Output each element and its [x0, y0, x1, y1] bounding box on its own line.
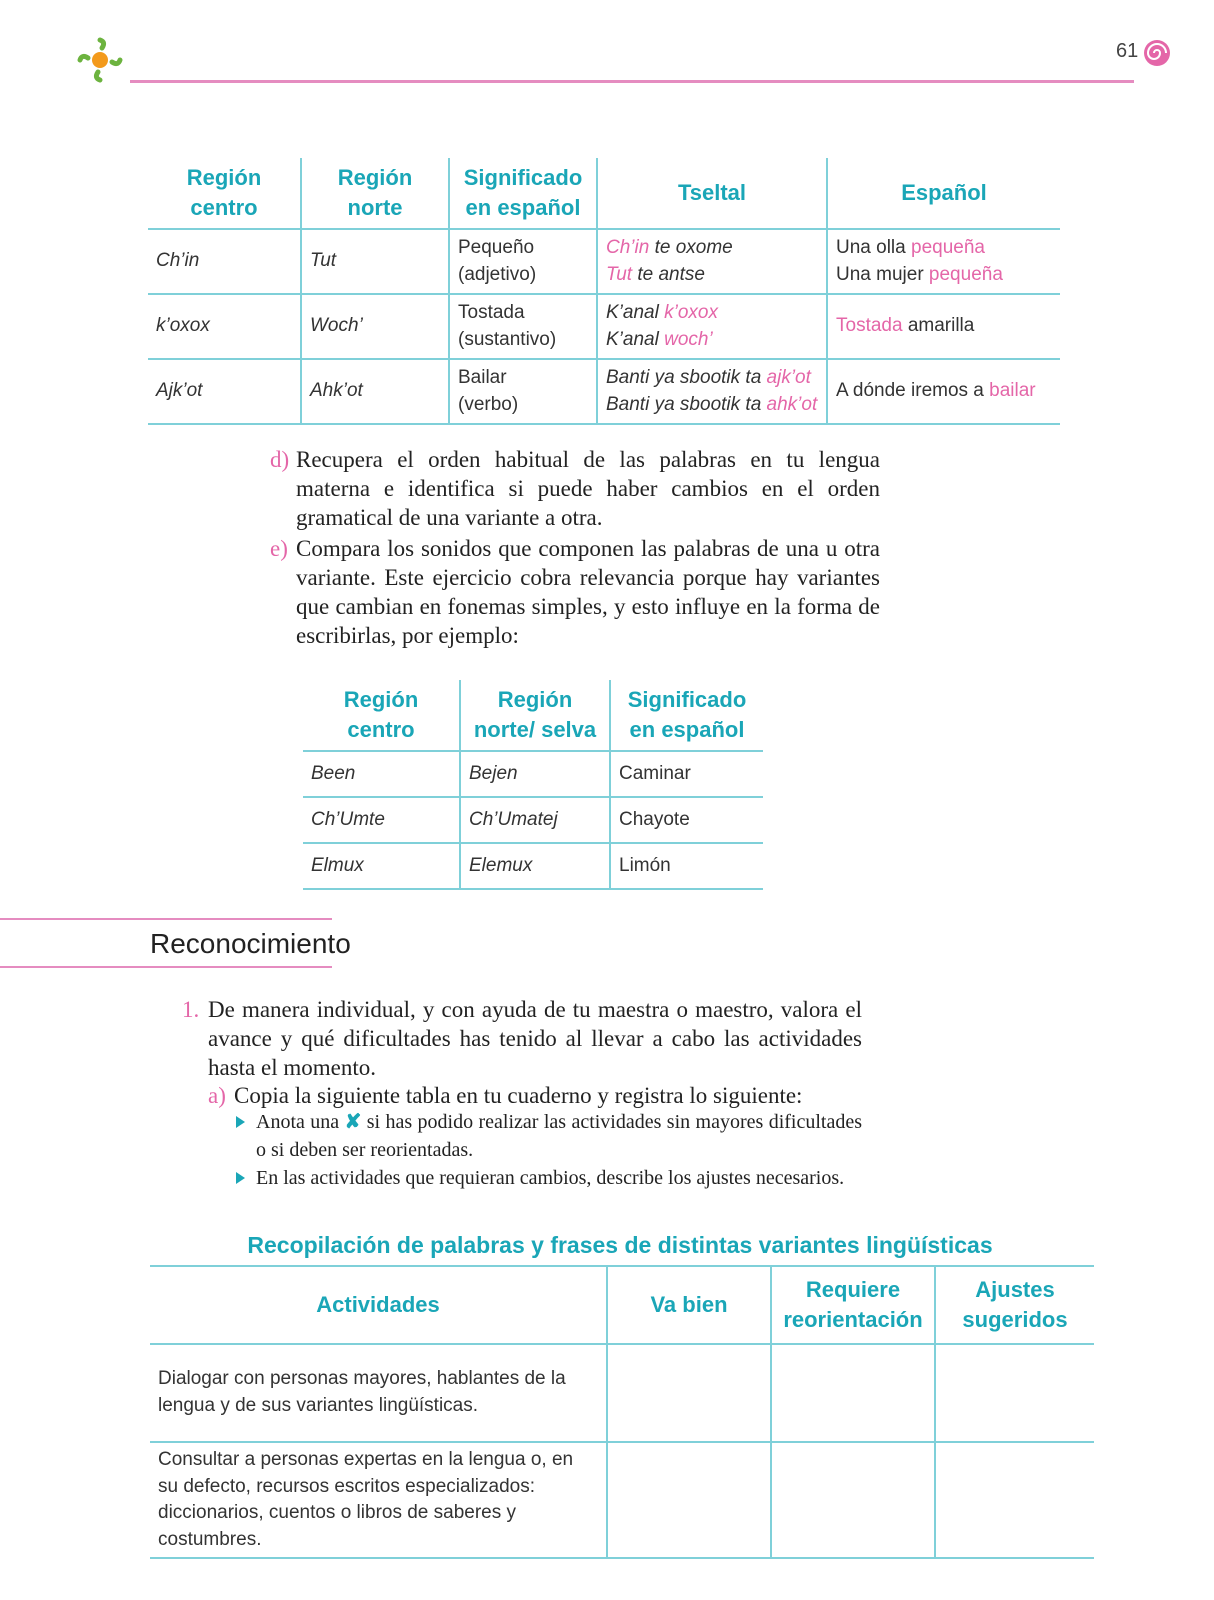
- cell-significado: [449, 294, 597, 359]
- item-text: De manera individual, y con ayuda de tu maestra o maestro, valora el avance y qué dificultades has tenido al llevar a cabo las actividades hasta el momento.: [208, 997, 862, 1080]
- cell-significado: Chayote: [610, 797, 763, 843]
- cell-espanol: [827, 359, 1060, 424]
- cell-text: Una mujer: [836, 263, 929, 285]
- cell-text: Banti ya sbootik ta: [606, 393, 767, 415]
- column-header: Español: [827, 158, 1060, 229]
- cell-empty: [607, 1344, 771, 1442]
- cell-text: amarilla: [902, 315, 975, 337]
- cell-text: K’anal: [606, 328, 665, 350]
- cell-centro: Ch’Umte: [303, 797, 460, 843]
- table-row: [148, 359, 1060, 424]
- instruction-1: [182, 995, 862, 1083]
- cell-text: Banti ya sbootik ta: [606, 366, 767, 388]
- cell-text: te oxome: [649, 236, 733, 258]
- cell-significado: Limón: [610, 843, 763, 889]
- variants-table: [148, 158, 1060, 425]
- bullet-item: [256, 1108, 862, 1164]
- item-label: a): [208, 1083, 226, 1108]
- item-text: Recupera el orden habitual de las palabras en tu lengua materna e identifica si puede haber cambios en el orden gramatical de una variante a otra.: [296, 447, 880, 530]
- column-header: Región norte: [301, 158, 449, 229]
- section-rule-top: [0, 918, 332, 920]
- bullet-arrow-icon: [236, 1172, 245, 1184]
- cell-line: (verbo): [458, 393, 519, 415]
- highlight-word: k’oxox: [664, 301, 718, 323]
- cell-text: A dónde iremos a: [836, 380, 990, 402]
- bullet-arrow-icon: [236, 1116, 245, 1128]
- column-header: Región centro: [148, 158, 301, 229]
- table-header-row: [303, 680, 763, 751]
- highlight-word: Ch’in: [606, 236, 650, 258]
- item-label: 1.: [182, 997, 200, 1022]
- cell-tseltal: [597, 359, 827, 424]
- cell-activity: Consultar a personas expertas en la lengua o, en su defecto, recursos escritos especializados: diccionarios, cuentos o libros de saberes y costumbres.: [150, 1442, 607, 1558]
- cell-centro: Ajk’ot: [148, 359, 301, 424]
- table-header-row: [150, 1266, 1094, 1344]
- cell-norte: Tut: [301, 229, 449, 294]
- cell-norte: Bejen: [460, 751, 610, 797]
- cell-centro: k’oxox: [148, 294, 301, 359]
- cell-text: Una olla: [836, 236, 911, 258]
- highlight-word: pequeña: [928, 263, 1003, 285]
- section-rule-bottom: [0, 966, 332, 968]
- cell-significado: [449, 229, 597, 294]
- x-mark-icon: ✘: [344, 1111, 362, 1133]
- table-header-row: [148, 158, 1060, 229]
- cell-empty: [935, 1344, 1094, 1442]
- table-row: [303, 751, 763, 797]
- cell-activity: Dialogar con personas mayores, hablantes de la lengua y de sus variantes lingüísticas.: [150, 1344, 607, 1442]
- table-row: [303, 843, 763, 889]
- bullet-item: En las actividades que requieran cambios, describe los ajustes necesarios.: [256, 1167, 845, 1189]
- cell-empty: [771, 1442, 935, 1558]
- bullet-text: Anota una: [256, 1111, 345, 1133]
- phoneme-variants-table: [303, 680, 763, 890]
- instruction-a: [208, 1081, 862, 1111]
- cell-tseltal: [597, 294, 827, 359]
- section-title: Reconocimiento: [150, 928, 351, 959]
- cell-significado: [449, 359, 597, 424]
- cell-centro: Been: [303, 751, 460, 797]
- cell-espanol: [827, 294, 1060, 359]
- instruction-e: [270, 534, 880, 652]
- table-row: [148, 229, 1060, 294]
- page-number: 61: [1116, 40, 1139, 62]
- column-header: Significado en español: [449, 158, 597, 229]
- activities-table: [150, 1265, 1094, 1559]
- column-header: Requiere reorientación: [771, 1266, 935, 1344]
- cell-centro: Elmux: [303, 843, 460, 889]
- column-header: Significado en español: [610, 680, 763, 751]
- table-row: [148, 294, 1060, 359]
- cell-norte: Ch’Umatej: [460, 797, 610, 843]
- cell-significado: Caminar: [610, 751, 763, 797]
- cell-centro: Ch’in: [148, 229, 301, 294]
- highlight-word: ajk’ot: [766, 366, 811, 388]
- cell-norte: Woch’: [301, 294, 449, 359]
- table-caption: Recopilación de palabras y frases de distintas variantes lingüísticas: [247, 1232, 993, 1258]
- instruction-d: [270, 445, 880, 533]
- highlight-word: bailar: [989, 380, 1036, 402]
- column-header: Ajustes sugeridos: [935, 1266, 1094, 1344]
- item-label: e): [270, 536, 288, 561]
- highlight-word: ahk’ot: [766, 393, 818, 415]
- cell-text: te antse: [632, 263, 705, 285]
- cell-line: Bailar: [458, 366, 507, 388]
- cell-empty: [607, 1442, 771, 1558]
- highlight-word: pequeña: [911, 236, 985, 258]
- cell-line: Pequeño: [458, 236, 535, 258]
- header-rule: [130, 80, 1134, 83]
- cell-tseltal: [597, 229, 827, 294]
- cell-empty: [771, 1344, 935, 1442]
- cell-text: K’anal: [606, 301, 665, 323]
- column-header: Tseltal: [597, 158, 827, 229]
- cell-line: (adjetivo): [458, 263, 537, 285]
- cell-norte: Elemux: [460, 843, 610, 889]
- table-row: [150, 1442, 1094, 1558]
- item-text: Compara los sonidos que componen las palabras de una u otra variante. Este ejercicio cobra relevancia porque hay variantes que cambian en fonemas simples, y esto influye en la forma de escribirlas, por ejemplo:: [296, 536, 880, 648]
- highlight-word: woch’: [664, 328, 713, 350]
- table-row: [303, 797, 763, 843]
- bullet-text: si has podido realizar las actividades sin mayores dificultades o si deben ser reorientadas.: [256, 1111, 862, 1161]
- cell-empty: [935, 1442, 1094, 1558]
- cell-line: Tostada: [458, 301, 525, 323]
- column-header: Actividades: [150, 1266, 607, 1344]
- book-logo-icon: [74, 34, 126, 86]
- item-text: Copia la siguiente tabla en tu cuaderno y registra lo siguiente:: [234, 1083, 803, 1108]
- cell-norte: Ahk’ot: [301, 359, 449, 424]
- highlight-word: Tostada: [836, 315, 903, 337]
- column-header: Va bien: [607, 1266, 771, 1344]
- item-label: d): [270, 447, 290, 472]
- column-header: Región norte/ selva: [460, 680, 610, 751]
- cell-line: (sustantivo): [458, 328, 557, 350]
- table-row: [150, 1344, 1094, 1442]
- spiral-glyph-icon: [1140, 36, 1174, 70]
- column-header: Región centro: [303, 680, 460, 751]
- highlight-word: Tut: [606, 263, 633, 285]
- cell-espanol: [827, 229, 1060, 294]
